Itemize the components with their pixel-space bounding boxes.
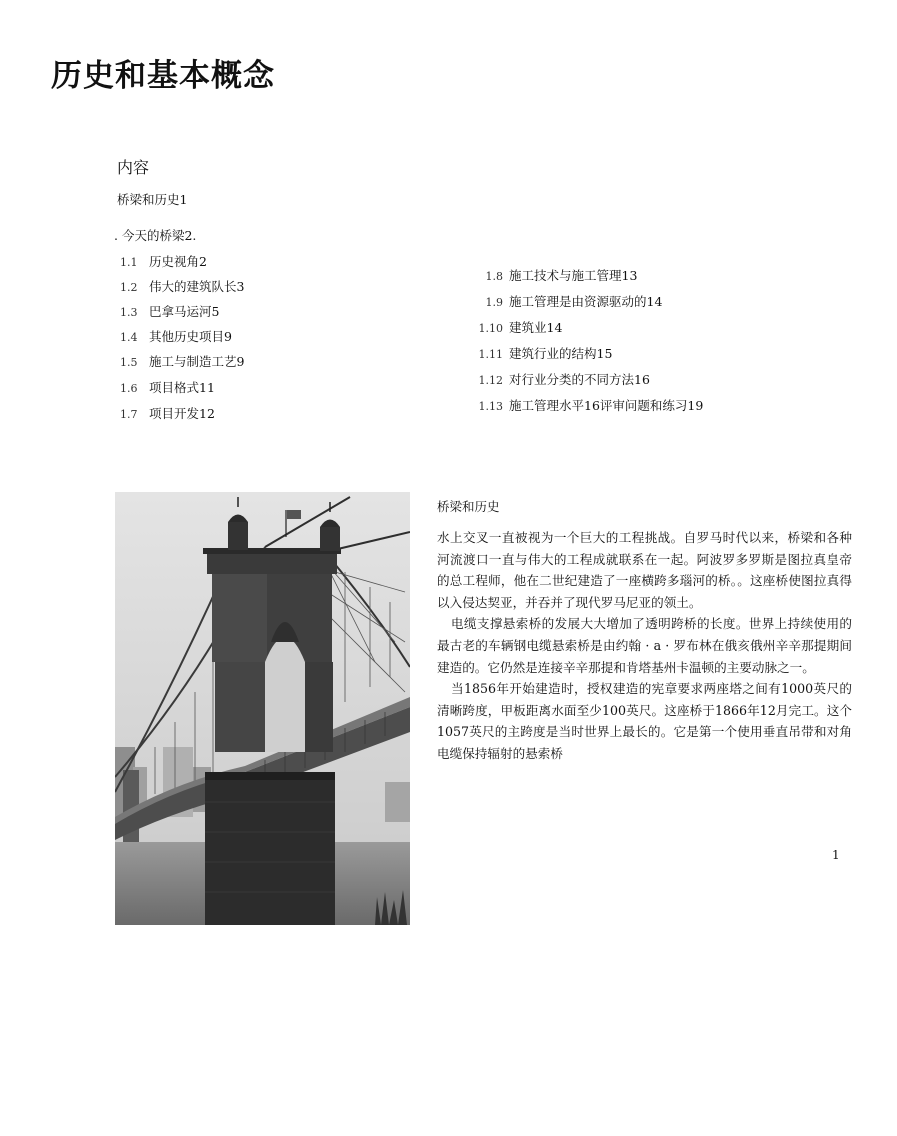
toc-item-title: 对行业分类的不同方法16 [509, 372, 650, 387]
toc-item [120, 277, 244, 295]
toc-item-number: 1.12 [478, 374, 503, 387]
body-text [437, 527, 852, 765]
toc-item-title: 项目格式11 [149, 380, 215, 395]
toc-item [120, 302, 219, 320]
toc-heading: 内容 [117, 158, 150, 177]
toc-item-number: 1.3 [120, 306, 138, 319]
toc-item-title: 巴拿马运河5 [149, 304, 220, 319]
toc-item-number: 1.2 [120, 281, 138, 294]
paragraph: 电缆支撑悬索桥的发展大大增加了透明跨桥的长度。世界上持续使用的最古老的车辆钢电缆悬索桥是由约翰 · a · 罗布林在俄亥俄州辛辛那提期间建造的。它仍然是连接辛辛那提和肯塔基州卡温顿的主要动脉之一。 [437, 616, 852, 675]
toc-item-number: 1.1 [120, 256, 138, 269]
toc-item [120, 404, 215, 422]
toc-item-number: 1.4 [120, 331, 138, 344]
toc-item-number: 1.6 [120, 382, 138, 395]
toc-item [470, 370, 650, 388]
toc-item-title: 伟大的建筑队长3 [149, 279, 245, 294]
toc-item [120, 327, 232, 345]
chapter-title: 历史和基本概念 [51, 58, 275, 94]
toc-entry: 桥梁和历史1 [117, 192, 188, 207]
toc-item [120, 252, 207, 270]
toc-item-number: 1.11 [478, 348, 503, 361]
toc-item [120, 378, 215, 396]
toc-item [470, 396, 703, 414]
toc-item [470, 344, 612, 362]
toc-item-number: 1.8 [485, 270, 503, 283]
toc-item-number: 1.5 [120, 356, 138, 369]
toc-item-title: 建筑行业的结构15 [509, 346, 613, 361]
toc-item [470, 266, 637, 284]
paragraph: 水上交叉一直被视为一个巨大的工程挑战。自罗马时代以来，桥梁和各种河流渡口一直与伟大的工程成就联系在一起。阿波罗多罗斯是图拉真皇帝的总工程师，他在二世纪建造了一座横跨多瑙河的桥。。这座桥使图拉真得以入侵达契亚，并吞并了现代罗马尼亚的领土。 [437, 530, 852, 610]
toc-item-title: 其他历史项目9 [149, 329, 232, 344]
toc-item-title: 施工管理是由资源驱动的14 [509, 294, 663, 309]
toc-item-title: 施工管理水平16评审问题和练习19 [509, 398, 704, 413]
toc-item-title: 项目开发12 [149, 406, 215, 421]
toc-item-number: 1.7 [120, 408, 138, 421]
toc-item-number: 1.10 [478, 322, 503, 335]
toc-item-title: 历史视角2 [149, 254, 207, 269]
suspension-bridge-photo [115, 492, 410, 925]
section-heading: 桥梁和历史 [437, 499, 500, 514]
toc-item-title: 施工技术与施工管理13 [509, 268, 638, 283]
toc-item [470, 318, 562, 336]
toc-item-number: 1.9 [485, 296, 503, 309]
toc-item [120, 352, 244, 370]
toc-item-number: 1.13 [478, 400, 503, 413]
paragraph: 当1856年开始建造时，授权建造的宪章要求两座塔之间有1000英尺的清晰跨度，甲板距离水面至少100英尺。这座桥于1866年12月完工。这个1057英尺的主跨度是当时世界上最长的。它是第一个使用垂直吊带和对角电缆保持辐射的悬索桥 [437, 681, 852, 761]
toc-item [470, 292, 662, 310]
toc-item-title: 建筑业14 [509, 320, 563, 335]
toc-entry: . 今天的桥梁2. [114, 228, 197, 243]
page-number: 1 [832, 848, 840, 862]
toc-item-title: 施工与制造工艺9 [149, 354, 245, 369]
